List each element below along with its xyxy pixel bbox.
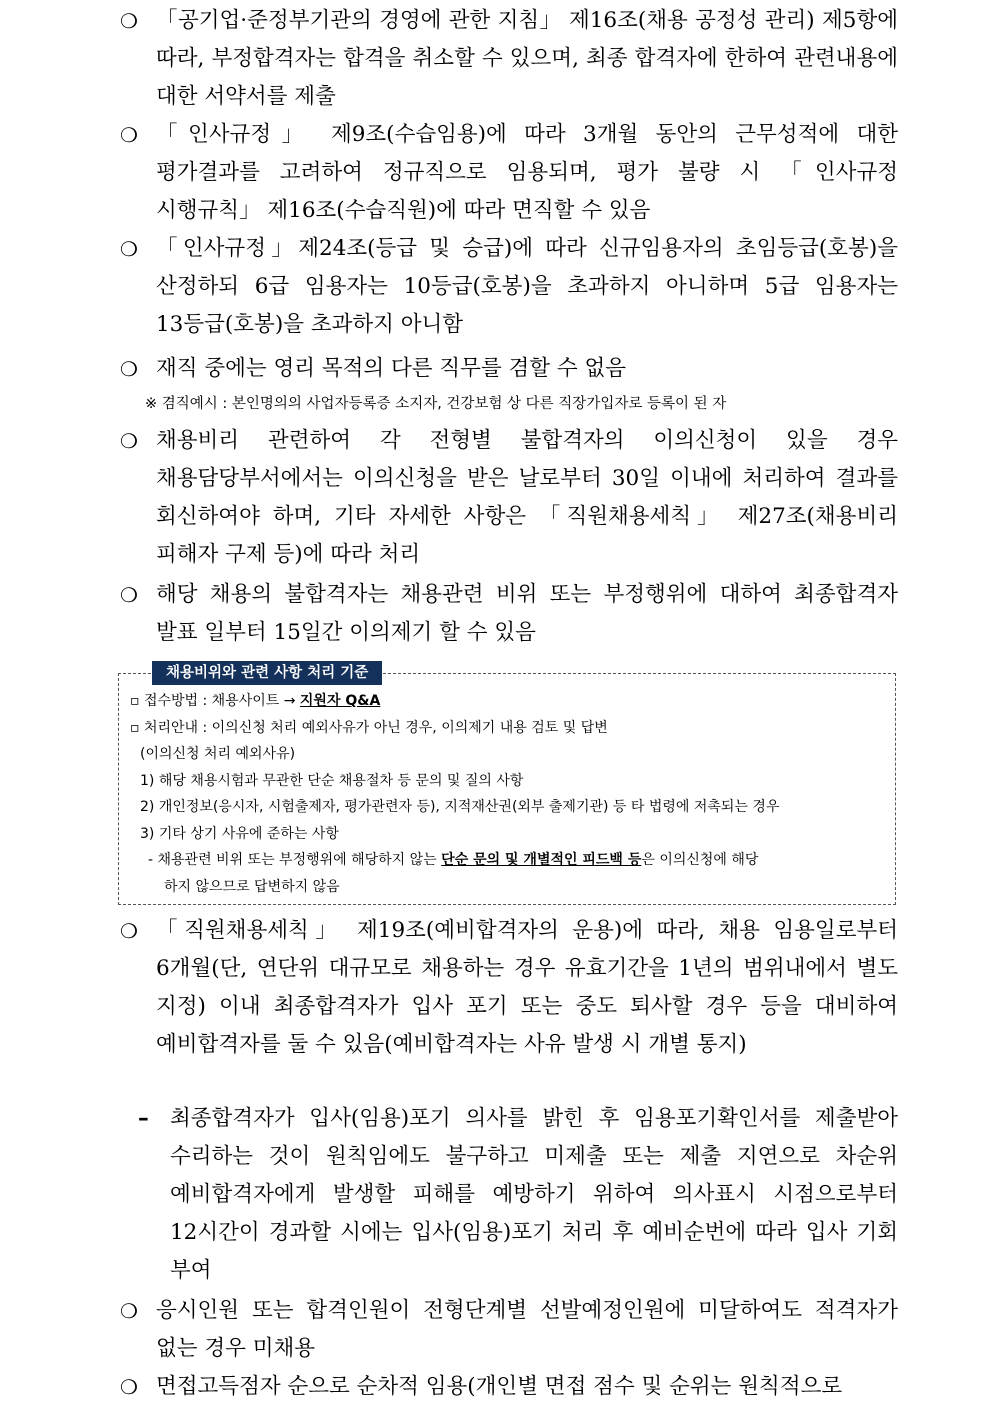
- list-item-text: 「인사규정」 제9조(수습임용)에 따라 3개월 동안의 근무성적에 대한 평가결과를 고려하여 정규직으로 임용되며, 평가 불량 시 「인사규정 시행규칙」 제16조(수습직원)에 따라 면직할 수 있음: [156, 122, 898, 223]
- list-item-text: 해당 채용의 불합격자는 채용관련 비위 또는 부정행위에 대하여 최종합격자 발표 일부터 15일간 이의제기 할 수 있음: [156, 582, 898, 645]
- circle-bullet-icon: ❍: [120, 583, 138, 607]
- list-item: [118, 350, 898, 388]
- list-item: [118, 116, 898, 230]
- side-job-note: ※ 겸직예시 : 본인명의의 사업자등록증 소지자, 건강보험 상 다른 직장가입자로 등록이 된 자: [145, 396, 727, 412]
- list-item-text: 응시인원 또는 합격인원이 전형단계별 선발예정인원에 미달하여도 적격자가 없는 경우 미채용: [156, 1298, 898, 1361]
- box-line: 하지 않으므로 답변하지 않음: [164, 878, 340, 895]
- box-line: - 채용관련 비위 또는 부정행위에 해당하지 않는 단순 문의 및 개별적인 피드백 등은 이의신청에 해당: [148, 852, 759, 868]
- list-item-text: 면접고득점자 순으로 순차적 임용(개인별 면접 점수 및 순위는 원칙적으로: [156, 1374, 843, 1399]
- list-item: [118, 422, 898, 574]
- list-item: [118, 2, 898, 116]
- info-box-content: [130, 688, 890, 900]
- circle-bullet-icon: ❍: [120, 237, 138, 261]
- list-item: [118, 1368, 898, 1403]
- qna-link[interactable]: 지원자 Q&A: [299, 693, 381, 709]
- circle-bullet-icon: ❍: [120, 9, 138, 33]
- sub-list-item: [138, 1100, 898, 1290]
- box-line: ▫ 처리안내 : 이의신청 처리 예외사유가 아닌 경우, 이의제기 내용 검토 및 답변: [130, 719, 608, 736]
- box-line: 2) 개인정보(응시자, 시험출제자, 평가관련자 등), 지적재산권(외부 출제기관) 등 타 법령에 저촉되는 경우: [140, 799, 780, 815]
- circle-bullet-icon: ❍: [120, 357, 138, 381]
- list-item: [118, 1292, 898, 1368]
- box-line: ▫ 접수방법 : 채용사이트 → 지원자 Q&A: [130, 693, 381, 709]
- box-line: (이의신청 처리 예외사유): [140, 746, 296, 762]
- info-box-title: 채용비위와 관련 사항 처리 기준: [152, 661, 382, 685]
- list-item-text: 「공기업·준정부기관의 경영에 관한 지침」 제16조(채용 공정성 관리) 제5항에 따라, 부정합격자는 합격을 취소할 수 있으며, 최종 합격자에 한하여 관련내용에 대한 서약서를 제출: [156, 8, 898, 109]
- circle-bullet-icon: ❍: [120, 1375, 138, 1399]
- dash-bullet-icon: –: [138, 1106, 149, 1131]
- list-item: [118, 230, 898, 344]
- circle-bullet-icon: ❍: [120, 1299, 138, 1323]
- list-item-text: 「직원채용세칙」 제19조(예비합격자의 운용)에 따라, 채용 임용일로부터 6개월(단, 연단위 대규모로 채용하는 경우 유효기간을 1년의 범위내에서 별도 지정) 이내 최종합격자가 입사 포기 또는 중도 퇴사할 경우 등을 대비하여 예비합격자를 둘 수 있음(예비합격자는 사유 발생 시 개별 통지): [156, 918, 898, 1057]
- list-item-text: 「인사규정」제24조(등급 및 승급)에 따라 신규임용자의 초임등급(호봉)을 산정하되 6급 임용자는 10등급(호봉)을 초과하지 아니하며 5급 임용자는 13등급(호봉)을 초과하지 아니함: [156, 236, 898, 337]
- list-item: [118, 576, 898, 652]
- circle-bullet-icon: ❍: [120, 919, 138, 943]
- box-line: 1) 해당 채용시험과 무관한 단순 채용절차 등 문의 및 질의 사항: [140, 772, 524, 789]
- list-item: [118, 912, 898, 1064]
- circle-bullet-icon: ❍: [120, 429, 138, 453]
- sub-list-item-text: 최종합격자가 입사(임용)포기 의사를 밝힌 후 임용포기확인서를 제출받아 수리하는 것이 원칙임에도 불구하고 미제출 또는 제출 지연으로 차순위 예비합격자에게 발생할 피해를 예방하기 위하여 의사표시 시점으로부터 12시간이 경과할 시에는 입사(임용)포기 처리 후 예비순번에 따라 입사 기회 부여: [170, 1106, 898, 1283]
- box-line: 3) 기타 상기 사유에 준하는 사항: [140, 825, 339, 842]
- circle-bullet-icon: ❍: [120, 123, 138, 147]
- list-item-text: 재직 중에는 영리 목적의 다른 직무를 겸할 수 없음: [156, 356, 627, 381]
- emphasis-text: 단순 문의 및 개별적인 피드백 등: [441, 852, 642, 868]
- list-item-text: 채용비리 관련하여 각 전형별 불합격자의 이의신청이 있을 경우 채용담당부서에서는 이의신청을 받은 날로부터 30일 이내에 처리하여 결과를 회신하여야 하며, 기타 자세한 사항은 「직원채용세칙」 제27조(채용비리 피해자 구제 등)에 따라 처리: [156, 428, 898, 567]
